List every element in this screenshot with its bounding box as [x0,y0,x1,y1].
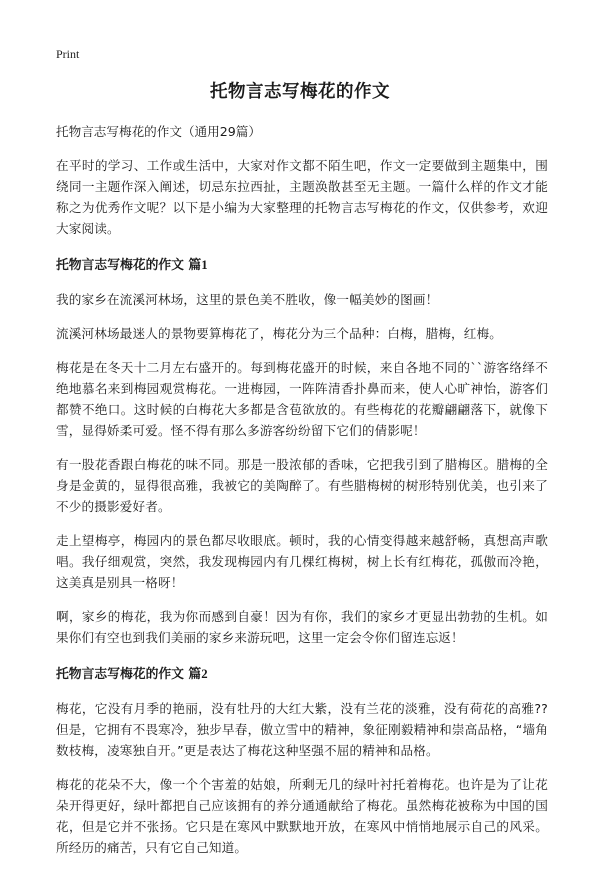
paragraph: 梅花，它没有月季的艳丽，没有牡丹的大红大紫，没有兰花的淡雅，没有荷花的高雅??但是，它拥有不畏寒冷，独步早春，傲立雪中的精神，象征刚毅精神和崇高品格，“墙角数枝梅，凌寒独自开。”更是表达了梅花这种坚强不屈的精神和品格。 [56,701,548,758]
print-link[interactable]: Print [56,47,80,61]
paragraph: 走上望梅亭，梅园内的景色都尽收眼底。顿时，我的心情变得越来越舒畅，真想高声歌唱。我仔细观赏，突然，我发现梅园内有几棵红梅树，树上长有红梅花，孤傲而冷艳，这美真是别具一格呀！ [56,533,548,590]
paragraph: 流溪河林场最迷人的景物要算梅花了，梅花分为三个品种：白梅，腊梅，红梅。 [56,326,503,341]
document-body [56,121,548,871]
section-heading-2 [56,664,548,685]
document-subtitle: 托物言志写梅花的作文（通用29篇） [56,124,261,139]
document-title: 托物言志写梅花的作文 [210,82,390,102]
section-heading-number: 1 [201,258,208,272]
section-heading-number: 2 [201,667,208,681]
section-heading-text: 托物言志写梅花的作文 篇 [56,258,202,273]
paragraph: 啊，家乡的梅花，我为你而感到自豪！因为有你，我们的家乡才更显出勃勃的生机。如果你们有空也到我们美丽的家乡来游玩吧，这里一定会令你们留连忘返！ [56,609,548,645]
paragraph: 梅花是在冬天十二月左右盛开的。每到梅花盛开的时候，来自各地不同的``游客络绎不绝地慕名来到梅园观赏梅花。一进梅园，一阵阵清香扑鼻而来，使人心旷神怡，游客们都赞不绝口。这时候的白梅花大多都是含苞欲放的。有些梅花的花瓣翩翩落下，就像下雪，显得娇柔可爱。怪不得有那么多游客纷纷留下它们的倩影呢！ [56,360,548,438]
section-heading-1 [56,255,548,276]
intro-paragraph: 在平时的学习、工作或生活中，大家对作文都不陌生吧，作文一定要做到主题集中，围绕同一主题作深入阐述，切忌东拉西扯，主题涣散甚至无主题。一篇什么样的作文才能称之为优秀作文呢？以下是小编为大家整理的托物言志写梅花的作文，仅供参考，欢迎大家阅读。 [56,158,548,236]
paragraph: 我的家乡在流溪河林场，这里的景色美不胜收，像一幅美妙的图画！ [56,292,439,307]
paragraph: 有一股花香跟白梅花的味不同。那是一股浓郁的香味，它把我引到了腊梅区。腊梅的全身是金黄的，显得很高雅，我被它的美陶醉了。有些腊梅树的树形特别优美，也引来了不少的摄影爱好者。 [56,457,548,514]
section-heading-text: 托物言志写梅花的作文 篇 [56,667,202,682]
paragraph: 梅花的花朵不大，像一个个害羞的姑娘，所剩无几的绿叶衬托着梅花。也许是为了让花朵开得更好，绿叶都把自己应该拥有的养分通通献给了梅花。虽然梅花被称为中国的国花，但是它并不张扬。它只是在寒风中默默地开放，在寒风中悄悄地展示自己的风采。所经历的痛苦，只有它自己知道。 [56,777,548,855]
